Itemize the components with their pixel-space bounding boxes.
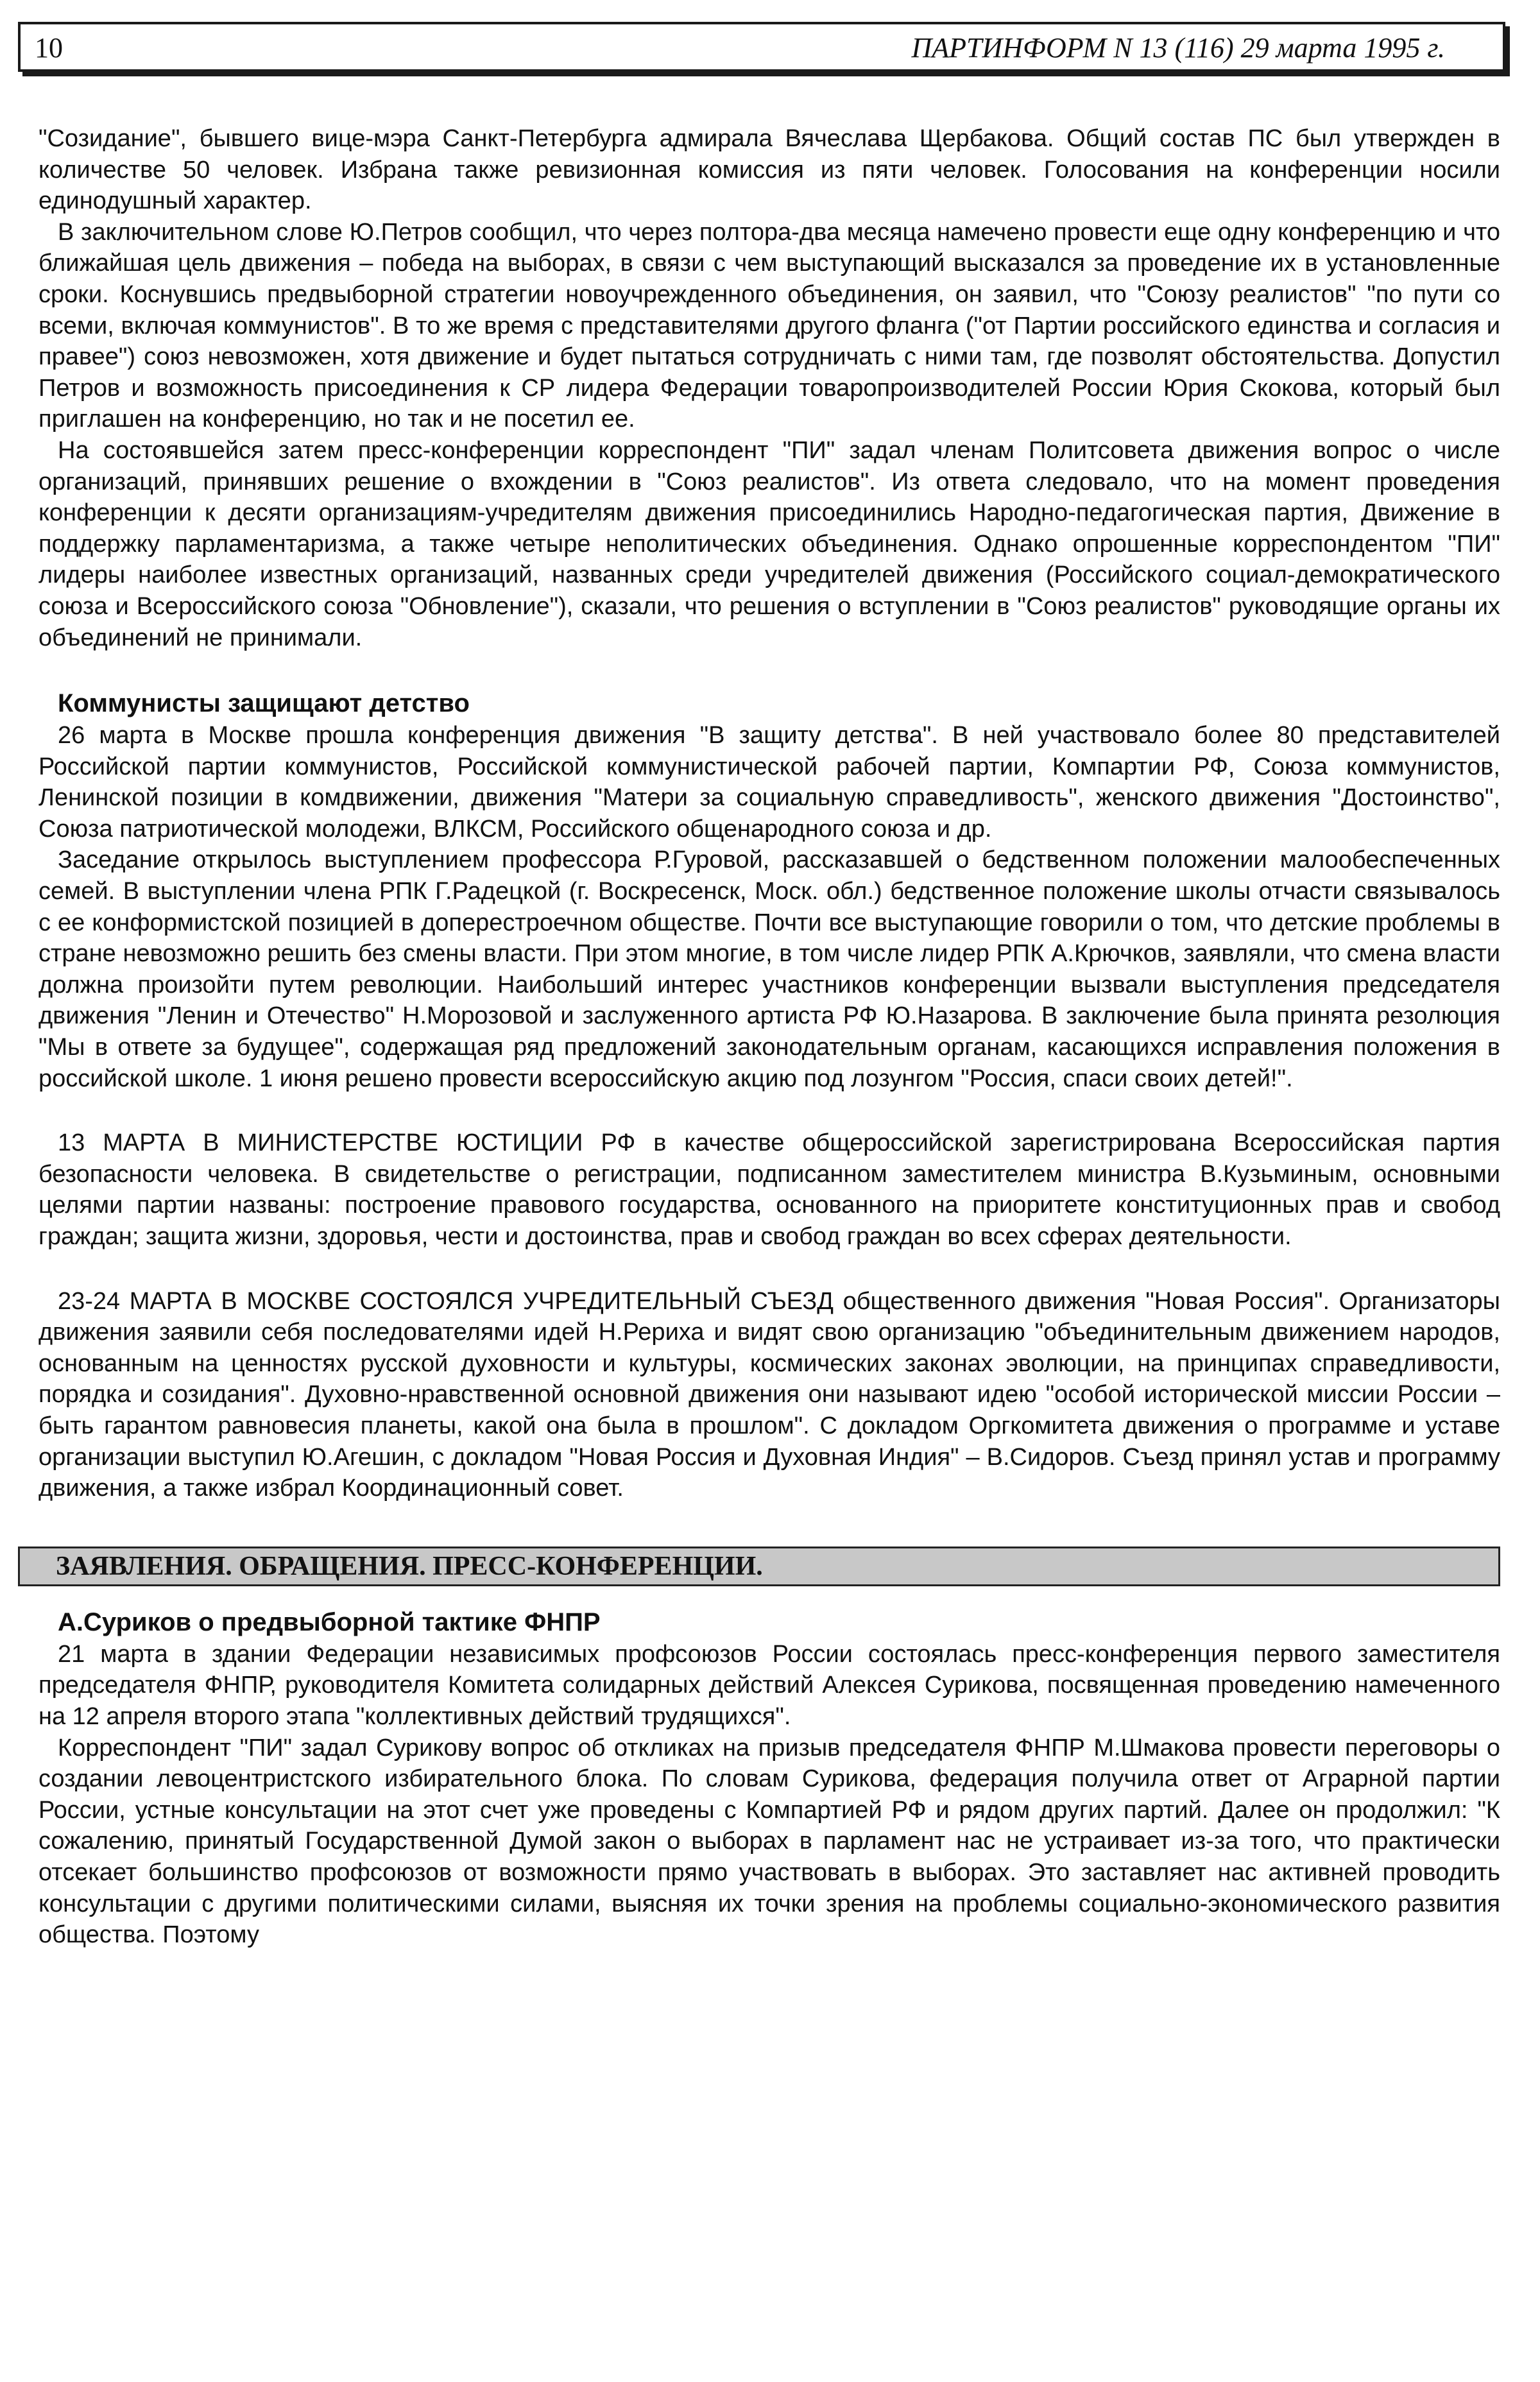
page-number: 10 <box>35 32 63 64</box>
issue-info: ПАРТИНФОРМ N 13 (116) 29 марта 1995 г. <box>911 32 1445 64</box>
article-surikov-paragraph-1: 21 марта в здании Федерации независимых профсоюзов России состоялась пресс-конференция первого заместителя председателя ФНПР, руководителя Комитета солидарных действий Алексея Сурикова, посвященная проведению намеченного на 12 апреля второго этапа "коллективных действий трудящихся". <box>38 1640 1500 1730</box>
article-surikov-title: А.Суриков о предвыборной тактике ФНПР <box>58 1607 601 1636</box>
intro-paragraph-1: "Созидание", бывшего вице-мэра Санкт-Петербурга адмирала Вячеслава Щербакова. Общий состав ПС был утвержден в количестве 50 человек. Избрана также ревизионная комиссия из пяти человек. Голосования на конференции носили единодушный характер. <box>38 125 1500 215</box>
section-heading: ЗАЯВЛЕНИЯ. ОБРАЩЕНИЯ. ПРЕСС-КОНФЕРЕНЦИИ. <box>18 1547 1500 1586</box>
intro-paragraph-2: В заключительном слове Ю.Петров сообщил, что через полтора-два месяца намечено провести еще одну конференцию и что ближайшая цель движения – победа на выборах, в связи с чем выступающий высказался за проведение их в установленные сроки. Коснувшись предвыборной стратегии новоучрежденного объединения, он заявил, что "Союзу реалистов" "по пути со всеми, включая коммунистов". В то же время с представителями другого фланга ("от Партии российского единства и согласия и правее") союз невозможен, хотя движение и будет пытаться сотрудничать с ними там, где позволят обстоятельства. Допустил Петров и возможность присоединения к СР лидера Федерации товаропроизводителей России Юрия Скокова, который был приглашен на конференцию, но так и не посетил ее. <box>38 218 1500 433</box>
article-surikov-paragraph-2: Корреспондент "ПИ" задал Сурикову вопрос об откликах на призыв председателя ФНПР М.Шмакова провести переговоры о создании левоцентристского избирательного блока. По словам Сурикова, федерация получила ответ от Аграрной партии России, устные консультации на этот счет уже проведены с Компартией РФ и рядом других партий. Далее он продолжил: "К сожалению, принятый Государственной Думой закон о выборах в парламент нас не устраивает из-за того, что практически отсекает большинство профсоюзов от возможности прямо участвовать в выборах. Это заставляет нас активней проводить консультации с другими политическими силами, выясняя их точки зрения на проблемы социально-экономического развития общества. Поэтому <box>38 1734 1500 1949</box>
notice-ministry-text: 13 МАРТА В МИНИСТЕРСТВЕ ЮСТИЦИИ РФ в качестве общероссийской зарегистрирована Всероссийская партия безопасности человека. В свидетельстве о регистрации, подписанном заместителем министра В.Кузьминым, основными целями партии названы: построение правового государства, основанного на приоритете конституционных прав и свобод граждан; защита жизни, здоровья, чести и достоинства, прав и свобод граждан во всех сферах деятельности. <box>38 1129 1500 1250</box>
page-content <box>38 123 1500 1951</box>
article-children-paragraph-1: 26 марта в Москве прошла конференция движения "В защиту детства". В ней участвовало более 80 представителей Российской партии коммунистов, Российской коммунистической рабочей партии, Компартии РФ, Союза коммунистов, Ленинской позиции в комдвижении, движения "Матери за социальную справедливость", женского движения "Достоинство", Союза патриотической молодежи, ВЛКСМ, Российского общенародного союза и др. <box>38 722 1500 843</box>
intro-paragraph-3: На состоявшейся затем пресс-конференции корреспондент "ПИ" задал членам Политсовета движения вопрос о числе организаций, принявших решение о вхождении в "Союз реалистов". Из ответа следовало, что на момент проведения конференции к десяти организациям-учредителям движения присоединились Народно-педагогическая партия, Движение в поддержку парламентаризма, а также четыре неполитических объединения. Однако опрошенные корреспондентом "ПИ" лидеры наиболее известных организаций, названных среди учредителей движения (Российского социал-демократического союза и Всероссийского союза "Обновление"), сказали, что решения о вступлении в "Союз реалистов" руководящие органы их объединений не принимали. <box>38 436 1500 651</box>
notice-congress-text: 23-24 МАРТА В МОСКВЕ СОСТОЯЛСЯ УЧРЕДИТЕЛЬНЫЙ СЪЕЗД общественного движения "Новая Россия". Организаторы движения заявили себя последователями идей Н.Рериха и видят свою организацию "объединительным движением народов, основанным на ценностях русской духовности и культуры, космических законах эволюции, на принципах справедливости, порядка и созидания". Духовно-нравственной основной движения они называют идею "особой исторической миссии России – быть гарантом равновесия планеты, какой она была в прошлом". С докладом Оргкомитета движения о программе и уставе организации выступил Ю.Агешин, с докладом "Новая Россия и Духовная Индия" – В.Сидоров. Съезд принял устав и программу движения, а также избрал Координационный совет. <box>38 1287 1500 1502</box>
article-children-title: Коммунисты защищают детство <box>58 689 470 718</box>
page-header <box>18 22 1505 72</box>
article-children-paragraph-2: Заседание открылось выступлением профессора Р.Гуровой, рассказавшей о бедственном положении малообеспеченных семей. В выступлении члена РПК Г.Радецкой (г. Воскресенск, Моск. обл.) бедственное положение школы отчасти связывалось с ее конформистской позицией в доперестроечном обществе. Почти все выступающие говорили о том, что детские проблемы в стране невозможно решить без смены власти. При этом многие, в том числе лидер РПК А.Крючков, заявляли, что смена власти должна произойти путем революции. Наибольший интерес участников конференции вызвали выступления председателя движения "Ленин и Отечество" Н.Морозовой и заслуженного артиста РФ Ю.Назарова. В заключение была принята резолюция "Мы в ответе за будущее", содержащая ряд предложений законодательным органам, касающихся исправления положения в российской школе. 1 июня решено провести всероссийскую акцию под лозунгом "Россия, спаси своих детей!". <box>38 846 1500 1092</box>
